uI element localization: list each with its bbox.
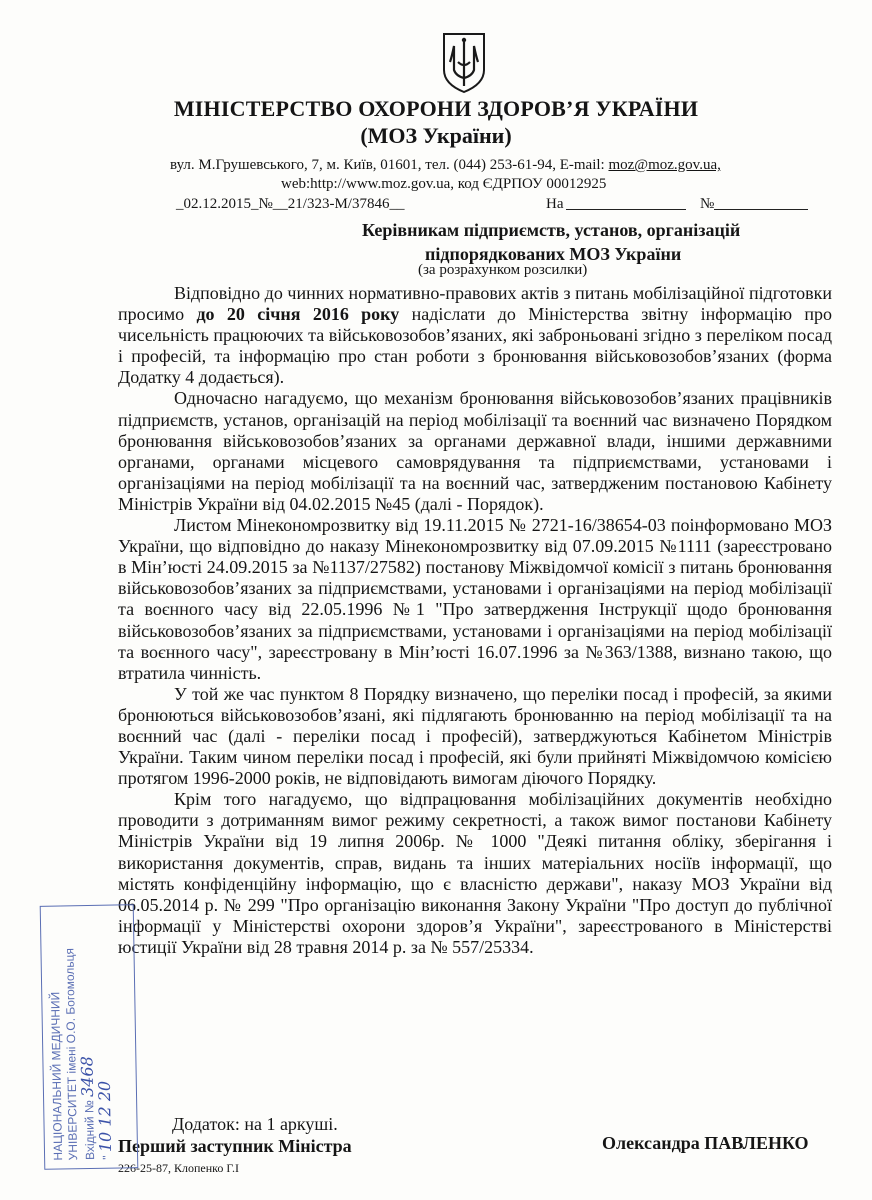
email-link[interactable]: moz@moz.gov.ua, xyxy=(608,157,721,173)
stamp-incoming-number: 3468 xyxy=(77,1056,98,1098)
paragraph-1-end: надіслати до Міністерства звітну інформацію про чисельність працюючих та військовозобов’язаних, які заброньовані згідно з переліком посад і професій, та інформацію про стан роботи з бронювання військовозобов’язаних (форма Додатку 4 додається). xyxy=(118,304,832,388)
stamp-content xyxy=(41,905,138,1169)
ministry-name: МІНІСТЕРСТВО ОХОРОНИ ЗДОРОВ’Я УКРАЇНИ xyxy=(173,96,699,121)
address-text: вул. М.Грушевського, 7, м. Київ, 01601, тел. (044) 253-61-94, E-mail: xyxy=(170,157,609,173)
reply-number-label: № xyxy=(700,196,715,212)
paragraph-5: Крім того нагадуємо, що відпрацювання мобілізаційних документів необхідно проводити з дотриманням вимог режиму секретності, а також вимог постанови Кабінету Міністрів України від 19 липня 2006р. № 1000 "Деякі питання обліку, зберігання і використання документів, справ, видань та інших матеріальних носіїв інформації, що містять конфіденційну інформацію, що є власністю держави", наказу МОЗ України від 06.05.2014 р. № 299 "Про організацію виконання Закону України "Про доступ до публічної інформації у Міністерстві охорони здоров’я України", зареєстрованого в Міністерстві юстиції України від 28 травня 2014 р. за № 557/25334. xyxy=(118,789,832,957)
stamp-date: 10 12 20 xyxy=(94,1080,116,1153)
stamp-line-2: УНІВЕРСИТЕТ імені О.О. Богомольця xyxy=(62,947,81,1161)
stamp-line-1: НАЦІОНАЛЬНИЙ МЕДИЧНИЙ xyxy=(48,991,66,1161)
paragraph-1-start: Відповідно до чинних нормативно-правових актів з питань мобілізаційної підготовки просимо xyxy=(118,283,832,325)
attachment-note: Додаток: на 1 аркуші. xyxy=(172,1114,338,1134)
signatory-position: Перший заступник Міністра xyxy=(118,1136,352,1156)
ministry-short-name: (МОЗ України) xyxy=(360,123,512,148)
deadline-date: до 20 січня 2016 року xyxy=(196,304,400,325)
addressee-line-1: Керівникам підприємств, установ, організацій xyxy=(362,220,741,240)
web-and-code-line: web:http://www.moz.gov.ua, код ЄДРПОУ 00012925 xyxy=(281,176,607,192)
paragraph-4: У той же час пунктом 8 Порядку визначено, що переліки посад і професій, за якими бронюються військовозобов’язані, які підлягають бронюванню на період мобілізації та на воєнний час (далі - переліки посад і професій), затверджуються Кабінетом Міністрів України. Таким чином переліки посад і професій, які були прийняті Міжвідомчою комісією протягом 1996-2000 років, не відповідають вимогам діючого Порядку. xyxy=(118,683,832,789)
signatory-name: Олександра ПАВЛЕНКО xyxy=(602,1133,809,1153)
trident-coat-of-arms-icon xyxy=(440,32,488,94)
reply-to-label: На xyxy=(546,196,564,212)
address-line xyxy=(170,157,721,174)
stamp-line-4 xyxy=(94,914,115,1160)
addressee-block xyxy=(362,218,740,266)
addressee-note: (за розрахунком розсилки) xyxy=(418,262,588,278)
incoming-registration-stamp xyxy=(40,904,139,1170)
addressee-line-2: підпорядкованих МОЗ України xyxy=(424,244,682,264)
paragraph-2: Одночасно нагадуємо, що механізм бронювання військовозобов’язаних працівників підприємств, установ, організацій на період мобілізації та воєнний час визначено Порядком бронювання військовозобов’язаних за органами державної влади, іншими державними органами, органами місцевого самоврядування та підприємствами, установами і організаціями на період мобілізації та на воєнний час, затвердженим постановою Кабінету Міністрів України від 04.02.2015 №45 (далі - Порядок). xyxy=(118,388,832,514)
reply-to-blank xyxy=(566,209,686,210)
executor-contact: 226-25-87, Клопенко Г.І xyxy=(118,1161,239,1175)
stamp-incoming-label: Вхідний № xyxy=(82,1100,98,1161)
registration-number: _02.12.2015_№__21/323-М/37846__ xyxy=(176,196,405,212)
stamp-quote: " xyxy=(100,1155,115,1160)
paragraph-1 xyxy=(118,283,832,388)
paragraph-3: Листом Мінекономрозвитку від 19.11.2015 № 2721-16/38654-03 поінформовано МОЗ України, що відповідно до наказу Мінекономрозвитку від 07.09.2015 №1111 (зареєстровано в Мін’юсті 24.09.2015 за №1137/27582) постанову Міжвідомчої комісії з питань бронювання військовозобов’язаних за підприємствами, установами і організаціями на період мобілізації та воєнного часу від 22.05.1996 №1 "Про затвердження Інструкції щодо бронювання військовозобов’язаних за підприємствами, установами і організаціями на період мобілізації та воєнного часу", зареєстровану в Мін’юсті 16.07.1996 за №363/1388, визнано такою, що втратила чинність. xyxy=(118,515,832,683)
reply-number-blank xyxy=(714,209,808,210)
letter-body xyxy=(118,283,832,958)
